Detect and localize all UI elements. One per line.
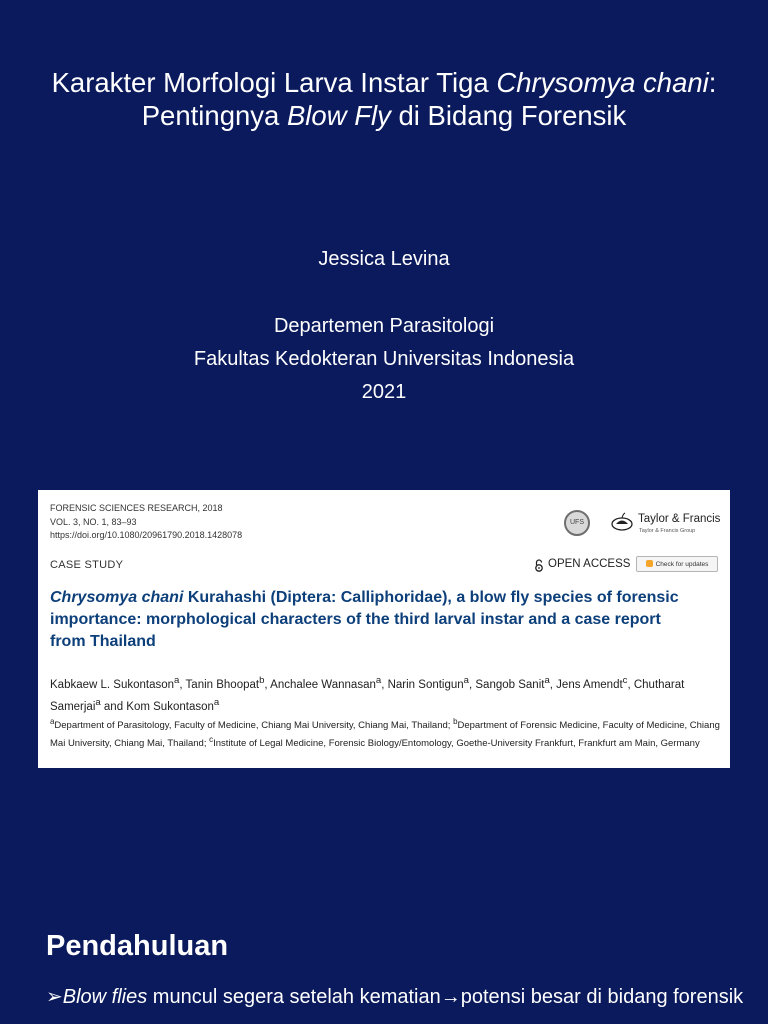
- paper-affiliations: [50, 715, 720, 751]
- title-line2-pre: Pentingnya: [141, 100, 287, 131]
- author-7: , Chutharat Samerjai: [50, 678, 685, 713]
- title-line1-pre: Karakter Morfologi Larva Instar Tiga: [51, 67, 497, 98]
- title-line2-post: di Bidang Forensik: [390, 100, 627, 131]
- arrow-icon: →: [440, 986, 461, 1008]
- ufs-emblem-icon: [564, 510, 590, 536]
- slide-title: [0, 66, 768, 132]
- bullet-italic: Blow flies: [62, 986, 148, 1008]
- author-2-sup: b: [259, 675, 265, 686]
- aff-c-sup: c: [209, 735, 214, 745]
- author-1-sup: a: [174, 675, 180, 686]
- check-updates-label: Check for updates: [655, 561, 709, 568]
- author-4-sup: a: [463, 675, 469, 686]
- aff-b-sup: b: [453, 717, 458, 726]
- journal-info: [50, 502, 242, 543]
- publisher-group: Taylor & Francis Group: [639, 528, 696, 534]
- bullet-text: muncul segera setelah kematian: [147, 986, 441, 1008]
- journal-volume: VOL. 3, NO. 1, 83–93: [50, 516, 137, 527]
- aff-c: Institute of Legal Medicine, Forensic Biology/Entomology, Goethe-University Frankfurt, Frankfurt am Main, Germany: [213, 738, 700, 750]
- department: Departemen Parasitologi: [273, 315, 495, 337]
- title-line1-post: :: [708, 67, 717, 98]
- author-2: , Tanin Bhoopat: [179, 678, 260, 691]
- check-for-updates-button: [636, 556, 718, 572]
- year: 2021: [361, 381, 407, 403]
- journal-name: FORENSIC SCIENCES RESEARCH, 2018: [50, 503, 223, 513]
- bullet-marker-icon: ➢: [46, 986, 63, 1008]
- paper-title-rest: Kurahashi (Diptera: Calliphoridae), a blow fly species of forensic importance: morphological characters of the third larval instar and a case report from Thailand: [50, 589, 679, 650]
- author-5: , Sangob Sanit: [469, 678, 545, 691]
- paper-header-image: [38, 490, 730, 768]
- aff-a-sup: a: [50, 717, 55, 726]
- emblem-text: UFS: [570, 519, 584, 526]
- title-species: Chrysomya chani: [496, 67, 709, 98]
- author-6: , Jens Amendt: [549, 678, 623, 691]
- taylor-francis-lamp-icon: [610, 512, 634, 532]
- title-blowfly: Blow Fly: [286, 100, 391, 131]
- author-3-sup: a: [375, 675, 382, 686]
- publisher-name: Taylor & Francis: [638, 513, 721, 525]
- section-heading: Pendahuluan: [46, 930, 229, 962]
- journal-doi: https://doi.org/10.1080/20961790.2018.1428078: [50, 530, 243, 540]
- author-4: , Narin Sontigun: [381, 678, 464, 691]
- paper-title: [50, 587, 690, 653]
- author-3: , Anchalee Wannasan: [264, 678, 376, 691]
- bullet-item: [46, 985, 766, 1009]
- open-access-lock-icon: [534, 559, 544, 572]
- bullet-text-2: potensi besar di bidang forensik: [460, 986, 744, 1008]
- open-access-label: OPEN ACCESS: [548, 558, 631, 570]
- author-8-sup: a: [213, 696, 220, 708]
- paper-authors: [50, 672, 720, 716]
- faculty: Fakultas Kedokteran Universitas Indonesia: [193, 348, 575, 370]
- paper-title-species: Chrysomya chani: [50, 589, 184, 606]
- case-study-label: CASE STUDY: [50, 559, 124, 571]
- author-1: Kabkaew L. Sukontason: [50, 678, 175, 691]
- author-name: Jessica Levina: [318, 248, 450, 270]
- author-5-sup: a: [544, 675, 550, 686]
- author-7-sup: a: [95, 696, 101, 708]
- aff-a: Department of Parasitology, Faculty of Medicine, Chiang Mai University, Chiang Mai, Thailand;: [54, 720, 454, 732]
- aff-b: Department of Forensic Medicine, Faculty of Medicine, Chiang Mai University, Chiang Mai, Thailand;: [50, 720, 720, 750]
- update-badge-icon: [646, 560, 653, 567]
- author-6-sup: c: [622, 675, 628, 686]
- author-8: and Kom Sukontason: [100, 700, 214, 713]
